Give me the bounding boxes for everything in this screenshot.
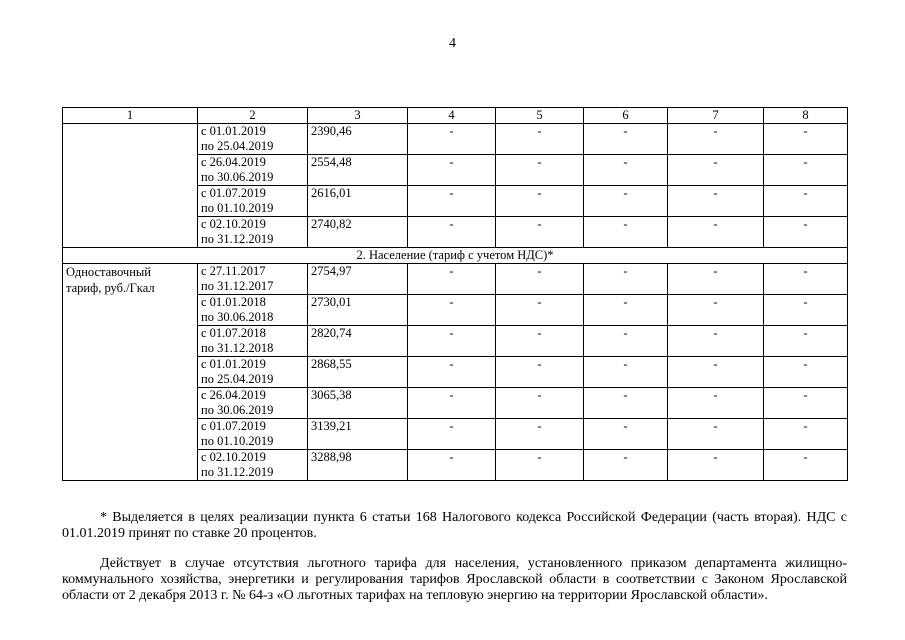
dash-cell: - [408, 186, 496, 217]
dash-cell: - [496, 450, 584, 481]
dash-cell: - [408, 295, 496, 326]
dash-cell: - [496, 155, 584, 186]
dash-cell: - [408, 388, 496, 419]
column-header: 1 [63, 108, 198, 124]
column-header: 2 [198, 108, 308, 124]
dash-cell: - [764, 295, 848, 326]
dash-cell: - [584, 295, 668, 326]
dash-cell: - [764, 264, 848, 295]
dash-cell: - [584, 155, 668, 186]
dash-cell: - [764, 388, 848, 419]
value-cell: 2730,01 [308, 295, 408, 326]
dash-cell: - [408, 264, 496, 295]
value-cell: 3139,21 [308, 419, 408, 450]
dash-cell: - [668, 155, 764, 186]
dash-cell: - [668, 186, 764, 217]
dash-cell: - [584, 419, 668, 450]
period-line: по 30.06.2019 [201, 403, 274, 417]
dash-cell: - [764, 419, 848, 450]
dash-cell: - [584, 357, 668, 388]
period-cell [198, 186, 308, 217]
dash-cell: - [496, 264, 584, 295]
dash-cell: - [764, 450, 848, 481]
section-title: 2. Население (тариф с учетом НДС)* [63, 248, 848, 264]
dash-cell: - [496, 357, 584, 388]
period-line: с 02.10.2019 [201, 450, 266, 464]
period-line: с 01.07.2019 [201, 186, 266, 200]
column-header: 7 [668, 108, 764, 124]
period-line: с 26.04.2019 [201, 388, 266, 402]
period-cell [198, 155, 308, 186]
dash-cell: - [496, 217, 584, 248]
table-body-upper [63, 124, 848, 481]
column-header: 5 [496, 108, 584, 124]
period-line: с 01.01.2018 [201, 295, 266, 309]
period-line: по 25.04.2019 [201, 139, 274, 153]
value-cell: 2820,74 [308, 326, 408, 357]
period-line: по 01.10.2019 [201, 434, 274, 448]
dash-cell: - [764, 326, 848, 357]
value-cell: 2754,97 [308, 264, 408, 295]
period-line: по 31.12.2019 [201, 465, 274, 479]
dash-cell: - [668, 295, 764, 326]
dash-cell: - [408, 326, 496, 357]
dash-cell: - [496, 124, 584, 155]
column-header: 4 [408, 108, 496, 124]
period-line: с 27.11.2017 [201, 264, 266, 278]
dash-cell: - [668, 326, 764, 357]
period-line: по 25.04.2019 [201, 372, 274, 386]
consumer-cell [63, 124, 198, 248]
value-cell: 2616,01 [308, 186, 408, 217]
dash-cell: - [668, 450, 764, 481]
period-line: с 01.01.2019 [201, 357, 266, 371]
value-cell: 3065,38 [308, 388, 408, 419]
section-row [63, 248, 848, 264]
column-header: 8 [764, 108, 848, 124]
dash-cell: - [764, 186, 848, 217]
value-cell: 2554,48 [308, 155, 408, 186]
value-cell: 3288,98 [308, 450, 408, 481]
consumer-label-line: Одноставочный [66, 265, 151, 279]
value-cell: 2390,46 [308, 124, 408, 155]
dash-cell: - [668, 264, 764, 295]
dash-cell: - [764, 155, 848, 186]
period-cell [198, 388, 308, 419]
table-header-row [63, 108, 848, 124]
footnote-text: * Выделяется в целях реализации пункта 6 статьи 168 Налогового кодекса Российской Федерации (часть вторая). НДС с 01.01.2019 принят по ставке 20 процентов. [62, 510, 847, 541]
dash-cell: - [408, 450, 496, 481]
dash-cell: - [764, 124, 848, 155]
dash-cell: - [668, 357, 764, 388]
dash-cell: - [408, 419, 496, 450]
period-line: по 01.10.2019 [201, 201, 274, 215]
period-line: по 31.12.2018 [201, 341, 274, 355]
period-line: по 30.06.2018 [201, 310, 274, 324]
page-number: 4 [449, 36, 456, 51]
dash-cell: - [764, 217, 848, 248]
period-line: по 31.12.2017 [201, 279, 274, 293]
dash-cell: - [668, 388, 764, 419]
period-line: с 01.07.2018 [201, 326, 266, 340]
dash-cell: - [668, 419, 764, 450]
period-cell [198, 264, 308, 295]
dash-cell: - [764, 357, 848, 388]
period-line: с 02.10.2019 [201, 217, 266, 231]
dash-cell: - [496, 295, 584, 326]
dash-cell: - [668, 217, 764, 248]
period-cell [198, 326, 308, 357]
period-cell [198, 450, 308, 481]
period-line: по 30.06.2019 [201, 170, 274, 184]
dash-cell: - [496, 388, 584, 419]
dash-cell: - [584, 264, 668, 295]
table-row [63, 124, 848, 155]
dash-cell: - [584, 326, 668, 357]
period-line: с 01.07.2019 [201, 419, 266, 433]
period-line: с 26.04.2019 [201, 155, 266, 169]
dash-cell: - [496, 419, 584, 450]
period-cell [198, 295, 308, 326]
value-cell: 2868,55 [308, 357, 408, 388]
table-row [63, 264, 848, 295]
dash-cell: - [584, 388, 668, 419]
period-line: с 01.01.2019 [201, 124, 266, 138]
dash-cell: - [408, 357, 496, 388]
period-cell [198, 217, 308, 248]
dash-cell: - [668, 124, 764, 155]
dash-cell: - [584, 450, 668, 481]
period-cell [198, 124, 308, 155]
period-cell [198, 419, 308, 450]
notes [62, 510, 847, 604]
dash-cell: - [496, 186, 584, 217]
tariff-table [62, 107, 848, 481]
consumer-label-line: тариф, руб./Гкал [66, 281, 155, 295]
period-line: по 31.12.2019 [201, 232, 274, 246]
dash-cell: - [584, 124, 668, 155]
dash-cell: - [408, 217, 496, 248]
period-cell [198, 357, 308, 388]
value-cell: 2740,82 [308, 217, 408, 248]
consumer-label-cell [63, 264, 198, 481]
dash-cell: - [584, 217, 668, 248]
column-header: 3 [308, 108, 408, 124]
effect-text: Действует в случае отсутствия льготного тарифа для населения, установленного приказом департамента жилищно-коммунального хозяйства, энергетики и регулирования тарифов Ярославской области в соответствии с Законом Ярославской области от 2 декабря 2013 г. № 64-з «О льготных тарифах на тепловую энергию на территории Ярославской области». [62, 556, 847, 603]
dash-cell: - [496, 326, 584, 357]
dash-cell: - [408, 124, 496, 155]
column-header: 6 [584, 108, 668, 124]
dash-cell: - [408, 155, 496, 186]
dash-cell: - [584, 186, 668, 217]
